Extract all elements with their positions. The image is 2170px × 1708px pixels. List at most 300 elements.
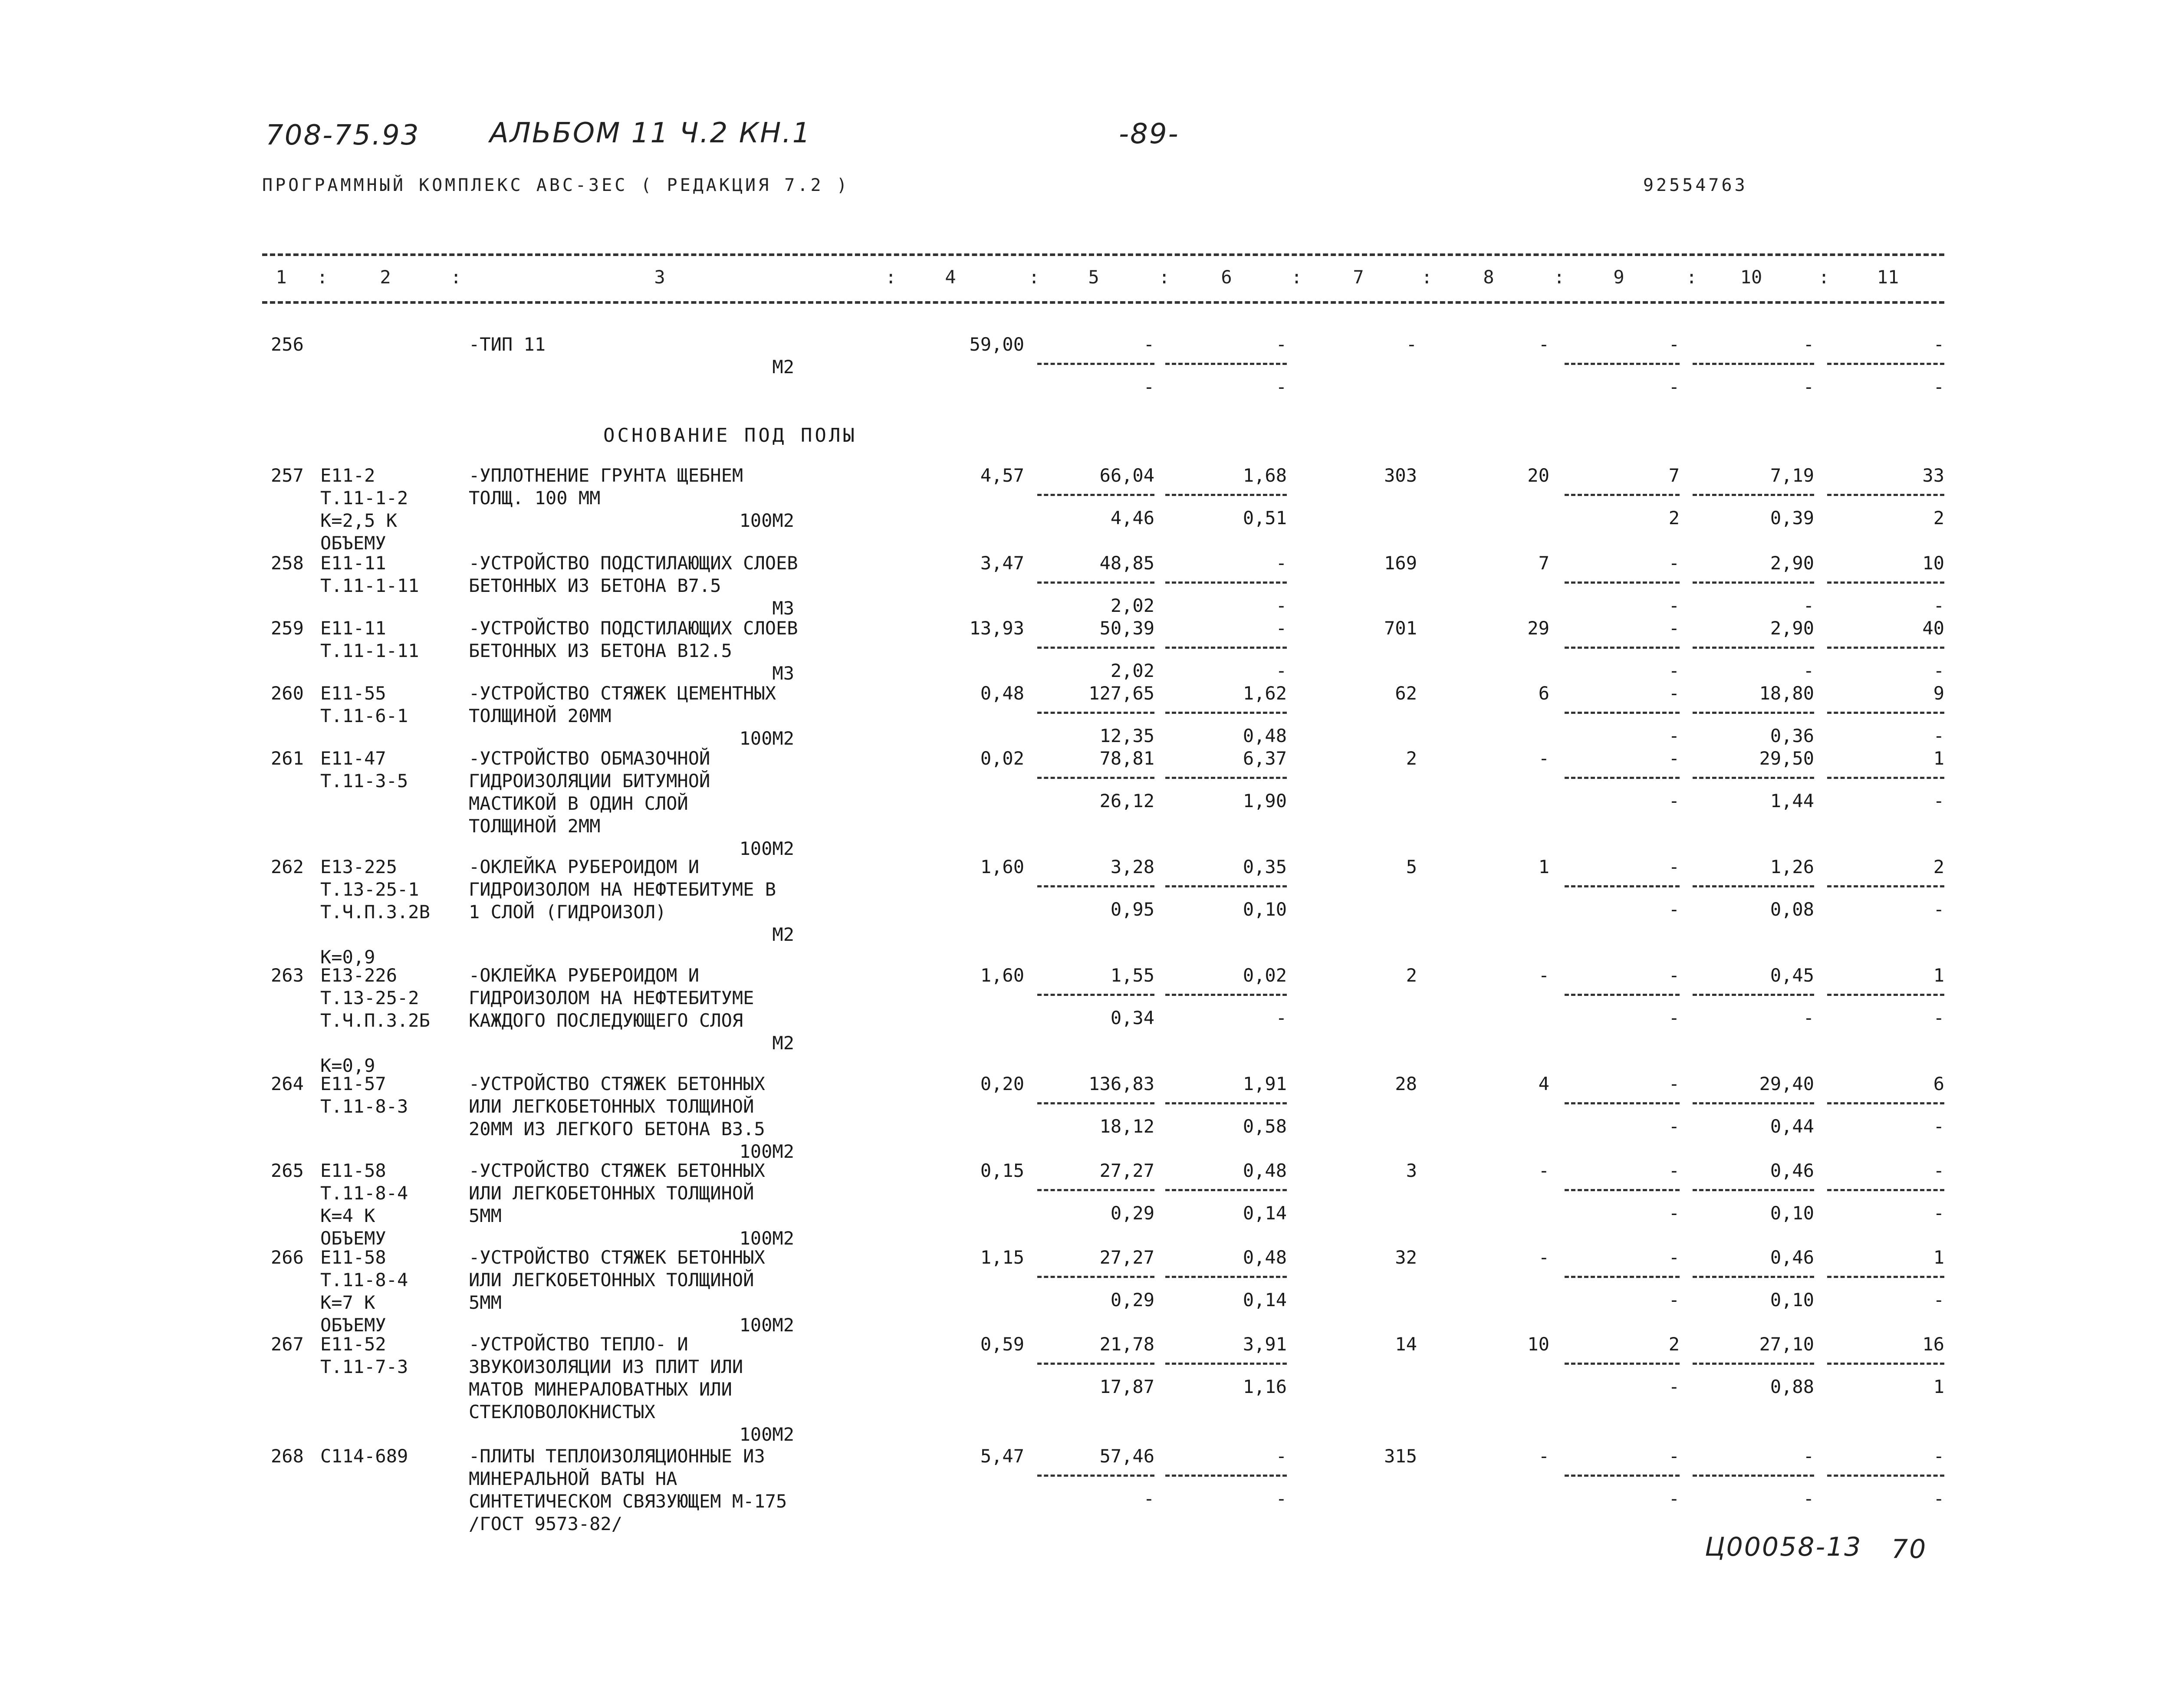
cell-c6a: - bbox=[1276, 618, 1287, 639]
cell-c10b: 0,36 bbox=[1770, 725, 1814, 746]
row-number: 263 bbox=[271, 965, 304, 986]
cell-c9a: - bbox=[1668, 334, 1680, 355]
column-header-9: 9 bbox=[1613, 266, 1624, 288]
norm-code: Е13-225 Т.13-25-1 Т.Ч.П.3.2В К=0,9 bbox=[320, 856, 430, 968]
header-bottom-rule bbox=[262, 301, 1944, 304]
cell-c10b: 0,10 bbox=[1770, 1289, 1814, 1311]
column-separator: : bbox=[1818, 266, 1830, 288]
value-divider bbox=[1827, 581, 1944, 584]
cell-c6b: 0,51 bbox=[1243, 507, 1287, 529]
column-header-11: 11 bbox=[1877, 266, 1899, 288]
cell-col8: - bbox=[1538, 965, 1549, 986]
cell-c5a: 27,27 bbox=[1099, 1160, 1154, 1181]
value-divider bbox=[1565, 1475, 1680, 1477]
cell-c6b: - bbox=[1276, 1488, 1287, 1509]
row-number: 260 bbox=[271, 683, 304, 704]
cell-col7: 701 bbox=[1384, 618, 1417, 639]
value-divider bbox=[1565, 994, 1680, 996]
cell-quantity: 0,02 bbox=[980, 748, 1024, 769]
value-divider bbox=[1565, 647, 1680, 649]
cell-c5a: 1,55 bbox=[1110, 965, 1154, 986]
value-divider bbox=[1037, 1475, 1154, 1477]
cell-col7: - bbox=[1406, 334, 1417, 355]
cell-c6a: 6,37 bbox=[1243, 748, 1287, 769]
cell-c10b: - bbox=[1803, 376, 1814, 397]
section-title: ОСНОВАНИЕ ПОД ПОЛЫ bbox=[603, 424, 857, 447]
cell-col7: 5 bbox=[1406, 856, 1417, 877]
value-divider bbox=[1565, 1189, 1680, 1191]
cell-quantity: 4,57 bbox=[980, 465, 1024, 486]
value-divider bbox=[1165, 885, 1287, 887]
cell-c9a: - bbox=[1668, 965, 1680, 986]
norm-code: Е11-2 Т.11-1-2 К=2,5 К ОБЪЕМУ bbox=[320, 465, 408, 554]
cell-c6a: - bbox=[1276, 1445, 1287, 1467]
cell-col7: 2 bbox=[1406, 965, 1417, 986]
value-divider bbox=[1037, 1276, 1154, 1278]
cell-c6b: 1,90 bbox=[1243, 790, 1287, 811]
cell-c5a: 57,46 bbox=[1099, 1445, 1154, 1467]
bottom-number-handwritten: 70 bbox=[1891, 1534, 1927, 1564]
norm-code: С114-689 bbox=[320, 1445, 408, 1467]
cell-c5a: 50,39 bbox=[1099, 618, 1154, 639]
value-divider bbox=[1165, 1276, 1287, 1278]
cell-c11a: 40 bbox=[1922, 618, 1944, 639]
value-divider bbox=[1827, 1363, 1944, 1365]
cell-c5a: 127,65 bbox=[1088, 683, 1154, 704]
cell-c6a: 0,35 bbox=[1243, 856, 1287, 877]
document-code-handwritten: 708-75.93 bbox=[266, 119, 420, 151]
value-divider bbox=[1165, 777, 1287, 779]
column-separator: : bbox=[450, 266, 462, 288]
unit: 100М2 bbox=[739, 1314, 794, 1336]
cell-c11b: - bbox=[1933, 790, 1944, 811]
work-description: -УСТРОЙСТВО ПОДСТИЛАЮЩИХ СЛОЕВ БЕТОННЫХ ИЗ БЕТОНА В12.5 bbox=[469, 618, 798, 661]
value-divider bbox=[1827, 363, 1944, 365]
cell-c10b: 0,39 bbox=[1770, 507, 1814, 529]
value-divider bbox=[1037, 712, 1154, 714]
cell-c9a: 7 bbox=[1668, 465, 1680, 486]
value-divider bbox=[1037, 581, 1154, 584]
cell-col7: 14 bbox=[1395, 1334, 1417, 1355]
column-header-7: 7 bbox=[1353, 266, 1364, 288]
value-divider bbox=[1165, 494, 1287, 496]
norm-code: Е11-52 Т.11-7-3 bbox=[320, 1334, 408, 1377]
cell-c10a: 2,90 bbox=[1770, 552, 1814, 574]
row-number: 257 bbox=[271, 465, 304, 486]
cell-c11b: - bbox=[1933, 376, 1944, 397]
cell-c11b: - bbox=[1933, 1007, 1944, 1028]
cell-c10a: 27,10 bbox=[1759, 1334, 1814, 1355]
column-separator: : bbox=[1159, 266, 1170, 288]
cell-c6a: 1,62 bbox=[1243, 683, 1287, 704]
cell-c5a: 48,85 bbox=[1099, 552, 1154, 574]
cell-c11b: - bbox=[1933, 1116, 1944, 1137]
document-id: 92554763 bbox=[1643, 175, 1748, 195]
cell-col8: 7 bbox=[1538, 552, 1549, 574]
cell-c9a: - bbox=[1668, 618, 1680, 639]
cell-col8: - bbox=[1538, 1445, 1549, 1467]
cell-c10b: - bbox=[1803, 660, 1814, 681]
value-divider bbox=[1827, 1189, 1944, 1191]
cell-c9b: - bbox=[1668, 660, 1680, 681]
cell-c9b: - bbox=[1668, 1202, 1680, 1224]
cell-c9b: - bbox=[1668, 595, 1680, 616]
value-divider bbox=[1565, 885, 1680, 887]
bottom-code-handwritten: Ц00058-13 bbox=[1705, 1532, 1862, 1562]
value-divider bbox=[1037, 994, 1154, 996]
cell-c11a: 10 bbox=[1922, 552, 1944, 574]
cell-quantity: 13,93 bbox=[969, 618, 1024, 639]
cell-c11b: - bbox=[1933, 1488, 1944, 1509]
value-divider bbox=[1037, 494, 1154, 496]
cell-col7: 3 bbox=[1406, 1160, 1417, 1181]
unit: 100М2 bbox=[739, 1228, 794, 1249]
column-header-4: 4 bbox=[945, 266, 956, 288]
cell-c10b: 1,44 bbox=[1770, 790, 1814, 811]
value-divider bbox=[1037, 363, 1154, 365]
cell-c5b: 0,95 bbox=[1110, 899, 1154, 920]
norm-code: Е11-11 Т.11-1-11 bbox=[320, 552, 419, 596]
value-divider bbox=[1827, 885, 1944, 887]
cell-c6a: 3,91 bbox=[1243, 1334, 1287, 1355]
cell-c10b: - bbox=[1803, 1007, 1814, 1028]
cell-col8: 20 bbox=[1527, 465, 1549, 486]
cell-quantity: 5,47 bbox=[980, 1445, 1024, 1467]
cell-c10a: 0,46 bbox=[1770, 1247, 1814, 1268]
cell-quantity: 59,00 bbox=[969, 334, 1024, 355]
column-separator: : bbox=[1554, 266, 1565, 288]
value-divider bbox=[1693, 994, 1814, 996]
cell-c10a: 0,45 bbox=[1770, 965, 1814, 986]
unit: М3 bbox=[772, 663, 794, 684]
cell-c5b: 18,12 bbox=[1099, 1116, 1154, 1137]
row-number: 264 bbox=[271, 1073, 304, 1094]
value-divider bbox=[1037, 777, 1154, 779]
value-divider bbox=[1827, 647, 1944, 649]
cell-quantity: 1,60 bbox=[980, 965, 1024, 986]
cell-c10b: 0,10 bbox=[1770, 1202, 1814, 1224]
value-divider bbox=[1165, 581, 1287, 584]
cell-c11b: - bbox=[1933, 660, 1944, 681]
cell-quantity: 1,60 bbox=[980, 856, 1024, 877]
page-number-handwritten: -89- bbox=[1119, 118, 1180, 150]
cell-c11b: - bbox=[1933, 899, 1944, 920]
cell-col8: - bbox=[1538, 334, 1549, 355]
cell-c11a: - bbox=[1933, 1445, 1944, 1467]
column-separator: : bbox=[1291, 266, 1302, 288]
value-divider bbox=[1827, 1475, 1944, 1477]
cell-c10b: - bbox=[1803, 1488, 1814, 1509]
value-divider bbox=[1693, 885, 1814, 887]
cell-col7: 169 bbox=[1384, 552, 1417, 574]
cell-c6a: 1,68 bbox=[1243, 465, 1287, 486]
cell-c5a: 66,04 bbox=[1099, 465, 1154, 486]
cell-c10a: 1,26 bbox=[1770, 856, 1814, 877]
unit: 100М2 bbox=[739, 510, 794, 531]
cell-c10a: 29,50 bbox=[1759, 748, 1814, 769]
cell-c11a: 9 bbox=[1933, 683, 1944, 704]
value-divider bbox=[1565, 494, 1680, 496]
work-description: -УПЛОТНЕНИЕ ГРУНТА ЩЕБНЕМ ТОЛЩ. 100 ММ bbox=[469, 465, 743, 509]
work-description: -УСТРОЙСТВО ОБМАЗОЧНОЙ ГИДРОИЗОЛЯЦИИ БИТУМНОЙ МАСТИКОЙ В ОДИН СЛОЙ ТОЛЩИНОЙ 2ММ bbox=[469, 748, 710, 837]
cell-c11a: 6 bbox=[1933, 1073, 1944, 1094]
cell-col8: 1 bbox=[1538, 856, 1549, 877]
row-number: 262 bbox=[271, 856, 304, 877]
row-number: 256 bbox=[271, 334, 304, 355]
row-number: 265 bbox=[271, 1160, 304, 1181]
value-divider bbox=[1165, 363, 1287, 365]
cell-quantity: 1,15 bbox=[980, 1247, 1024, 1268]
value-divider bbox=[1165, 712, 1287, 714]
cell-c9b: - bbox=[1668, 376, 1680, 397]
cell-c6b: - bbox=[1276, 595, 1287, 616]
norm-code: Е13-226 Т.13-25-2 Т.Ч.П.3.2Б К=0,9 bbox=[320, 965, 430, 1076]
cell-c9a: - bbox=[1668, 1160, 1680, 1181]
value-divider bbox=[1827, 712, 1944, 714]
cell-col8: 10 bbox=[1527, 1334, 1549, 1355]
cell-quantity: 3,47 bbox=[980, 552, 1024, 574]
value-divider bbox=[1693, 712, 1814, 714]
cell-c11a: 1 bbox=[1933, 1247, 1944, 1268]
cell-col7: 315 bbox=[1384, 1445, 1417, 1467]
value-divider bbox=[1037, 1189, 1154, 1191]
work-description: -УСТРОЙСТВО СТЯЖЕК ЦЕМЕНТНЫХ ТОЛЩИНОЙ 20ММ bbox=[469, 683, 776, 726]
cell-c5b: 26,12 bbox=[1099, 790, 1154, 811]
cell-c11b: - bbox=[1933, 595, 1944, 616]
column-separator: : bbox=[1686, 266, 1697, 288]
cell-col7: 303 bbox=[1384, 465, 1417, 486]
cell-col8: 6 bbox=[1538, 683, 1549, 704]
cell-c11a: 1 bbox=[1933, 965, 1944, 986]
cell-c10a: 7,19 bbox=[1770, 465, 1814, 486]
value-divider bbox=[1693, 1276, 1814, 1278]
cell-col8: - bbox=[1538, 1160, 1549, 1181]
norm-code: Е11-57 Т.11-8-3 bbox=[320, 1073, 408, 1117]
column-separator: : bbox=[317, 266, 328, 288]
value-divider bbox=[1693, 1475, 1814, 1477]
cell-c5b: 0,34 bbox=[1110, 1007, 1154, 1028]
cell-c9b: - bbox=[1668, 725, 1680, 746]
value-divider bbox=[1037, 647, 1154, 649]
row-number: 259 bbox=[271, 618, 304, 639]
norm-code: Е11-55 Т.11-6-1 bbox=[320, 683, 408, 726]
cell-c6b: - bbox=[1276, 1007, 1287, 1028]
unit: М2 bbox=[772, 356, 794, 378]
column-header-10: 10 bbox=[1740, 266, 1762, 288]
cell-c9b: - bbox=[1668, 1007, 1680, 1028]
norm-code: Е11-47 Т.11-3-5 bbox=[320, 748, 408, 792]
cell-col7: 28 bbox=[1395, 1073, 1417, 1094]
value-divider bbox=[1827, 777, 1944, 779]
cell-c6a: 0,48 bbox=[1243, 1247, 1287, 1268]
cell-c5a: 136,83 bbox=[1088, 1073, 1154, 1094]
unit: 100М2 bbox=[739, 838, 794, 859]
cell-c5a: 78,81 bbox=[1099, 748, 1154, 769]
cell-c5b: 4,46 bbox=[1110, 507, 1154, 529]
value-divider bbox=[1165, 1475, 1287, 1477]
cell-c10a: 29,40 bbox=[1759, 1073, 1814, 1094]
value-divider bbox=[1037, 885, 1154, 887]
cell-quantity: 0,20 bbox=[980, 1073, 1024, 1094]
cell-c10a: 18,80 bbox=[1759, 683, 1814, 704]
column-separator: : bbox=[885, 266, 897, 288]
work-description: -УСТРОЙСТВО ТЕПЛО- И ЗВУКОИЗОЛЯЦИИ ИЗ ПЛИТ ИЛИ МАТОВ МИНЕРАЛОВАТНЫХ ИЛИ СТЕКЛОВОЛОКНИСТЫХ bbox=[469, 1334, 743, 1422]
cell-c5b: 2,02 bbox=[1110, 595, 1154, 616]
value-divider bbox=[1827, 994, 1944, 996]
cell-c5b: 12,35 bbox=[1099, 725, 1154, 746]
cell-c9a: - bbox=[1668, 1445, 1680, 1467]
cell-c9a: - bbox=[1668, 856, 1680, 877]
cell-c6b: 0,10 bbox=[1243, 899, 1287, 920]
value-divider bbox=[1827, 494, 1944, 496]
value-divider bbox=[1693, 581, 1814, 584]
cell-c11a: - bbox=[1933, 334, 1944, 355]
work-description: -ПЛИТЫ ТЕПЛОИЗОЛЯЦИОННЫЕ ИЗ МИНЕРАЛЬНОЙ ВАТЫ НА СИНТЕТИЧЕСКОМ СВЯЗУЮЩЕМ М-175 /ГОСТ 9573-82/ bbox=[469, 1445, 787, 1534]
value-divider bbox=[1037, 1102, 1154, 1104]
work-description: -УСТРОЙСТВО СТЯЖЕК БЕТОННЫХ ИЛИ ЛЕГКОБЕТОННЫХ ТОЛЩИНОЙ 5ММ bbox=[469, 1160, 765, 1226]
cell-c9b: - bbox=[1668, 1289, 1680, 1311]
cell-c10a: 2,90 bbox=[1770, 618, 1814, 639]
cell-c11a: 33 bbox=[1922, 465, 1944, 486]
value-divider bbox=[1165, 1102, 1287, 1104]
cell-c11b: 1 bbox=[1933, 1376, 1944, 1397]
cell-c6a: - bbox=[1276, 334, 1287, 355]
cell-c6b: 0,48 bbox=[1243, 725, 1287, 746]
cell-c9a: - bbox=[1668, 683, 1680, 704]
cell-c10b: 0,44 bbox=[1770, 1116, 1814, 1137]
cell-col8: - bbox=[1538, 748, 1549, 769]
cell-c11a: - bbox=[1933, 1160, 1944, 1181]
cell-c9b: - bbox=[1668, 790, 1680, 811]
cell-c10a: - bbox=[1803, 1445, 1814, 1467]
cell-c6b: - bbox=[1276, 660, 1287, 681]
work-description: -УСТРОЙСТВО СТЯЖЕК БЕТОННЫХ ИЛИ ЛЕГКОБЕТОННЫХ ТОЛЩИНОЙ 20ММ ИЗ ЛЕГКОГО БЕТОНА В3.5 bbox=[469, 1073, 765, 1140]
cell-c5a: 21,78 bbox=[1099, 1334, 1154, 1355]
row-number: 258 bbox=[271, 552, 304, 574]
cell-c5b: - bbox=[1143, 1488, 1154, 1509]
work-description: -ОКЛЕЙКА РУБЕРОИДОМ И ГИДРОИЗОЛОМ НА НЕФТЕБИТУМЕ КАЖДОГО ПОСЛЕДУЮЩЕГО СЛОЯ bbox=[469, 965, 754, 1031]
value-divider bbox=[1693, 1363, 1814, 1365]
cell-c11b: - bbox=[1933, 1202, 1944, 1224]
value-divider bbox=[1565, 712, 1680, 714]
value-divider bbox=[1565, 1102, 1680, 1104]
cell-c5b: 0,29 bbox=[1110, 1202, 1154, 1224]
row-number: 267 bbox=[271, 1334, 304, 1355]
cell-col7: 62 bbox=[1395, 683, 1417, 704]
column-header-2: 2 bbox=[380, 266, 391, 288]
work-description: -УСТРОЙСТВО СТЯЖЕК БЕТОННЫХ ИЛИ ЛЕГКОБЕТОННЫХ ТОЛЩИНОЙ 5ММ bbox=[469, 1247, 765, 1313]
cell-c11a: 2 bbox=[1933, 856, 1944, 877]
cell-c5a: 3,28 bbox=[1110, 856, 1154, 877]
cell-quantity: 0,15 bbox=[980, 1160, 1024, 1181]
cell-c6b: 0,14 bbox=[1243, 1202, 1287, 1224]
column-header-8: 8 bbox=[1483, 266, 1494, 288]
value-divider bbox=[1165, 647, 1287, 649]
cell-col8: 29 bbox=[1527, 618, 1549, 639]
cell-c9a: - bbox=[1668, 1247, 1680, 1268]
value-divider bbox=[1693, 363, 1814, 365]
cell-c9b: 2 bbox=[1668, 507, 1680, 529]
cell-col7: 2 bbox=[1406, 748, 1417, 769]
cell-c6b: - bbox=[1276, 376, 1287, 397]
unit: 100М2 bbox=[739, 728, 794, 749]
work-description: -УСТРОЙСТВО ПОДСТИЛАЮЩИХ СЛОЕВ БЕТОННЫХ ИЗ БЕТОНА В7.5 bbox=[469, 552, 798, 596]
cell-c9a: - bbox=[1668, 1073, 1680, 1094]
value-divider bbox=[1693, 1102, 1814, 1104]
value-divider bbox=[1693, 647, 1814, 649]
cell-c6a: 0,02 bbox=[1243, 965, 1287, 986]
cell-c5b: 17,87 bbox=[1099, 1376, 1154, 1397]
cell-c9a: 2 bbox=[1668, 1334, 1680, 1355]
norm-code: Е11-58 Т.11-8-4 К=7 К ОБЪЕМУ bbox=[320, 1247, 408, 1336]
column-separator: : bbox=[1029, 266, 1040, 288]
column-header-6: 6 bbox=[1221, 266, 1232, 288]
value-divider bbox=[1565, 1363, 1680, 1365]
cell-c6b: 1,16 bbox=[1243, 1376, 1287, 1397]
cell-c10b: 0,08 bbox=[1770, 899, 1814, 920]
value-divider bbox=[1827, 1102, 1944, 1104]
value-divider bbox=[1565, 581, 1680, 584]
cell-c10a: - bbox=[1803, 334, 1814, 355]
cell-c9b: - bbox=[1668, 1116, 1680, 1137]
cell-c10b: 0,88 bbox=[1770, 1376, 1814, 1397]
work-description: -ТИП 11 bbox=[469, 334, 546, 355]
work-description: -ОКЛЕЙКА РУБЕРОИДОМ И ГИДРОИЗОЛОМ НА НЕФТЕБИТУМЕ В 1 СЛОЙ (ГИДРОИЗОЛ) bbox=[469, 856, 776, 923]
cell-c11b: 2 bbox=[1933, 507, 1944, 529]
cell-c6b: 0,14 bbox=[1243, 1289, 1287, 1311]
value-divider bbox=[1827, 1276, 1944, 1278]
cell-c9b: - bbox=[1668, 1376, 1680, 1397]
cell-quantity: 0,59 bbox=[980, 1334, 1024, 1355]
cell-c11a: 1 bbox=[1933, 748, 1944, 769]
cell-c6a: - bbox=[1276, 552, 1287, 574]
cell-c5b: 2,02 bbox=[1110, 660, 1154, 681]
cell-c9b: - bbox=[1668, 899, 1680, 920]
unit: 100М2 bbox=[739, 1424, 794, 1445]
row-number: 266 bbox=[271, 1247, 304, 1268]
cell-c5b: 0,29 bbox=[1110, 1289, 1154, 1311]
unit: М3 bbox=[772, 598, 794, 619]
cell-quantity: 0,48 bbox=[980, 683, 1024, 704]
unit: 100М2 bbox=[739, 1141, 794, 1162]
norm-code: Е11-58 Т.11-8-4 К=4 К ОБЪЕМУ bbox=[320, 1160, 408, 1249]
value-divider bbox=[1693, 777, 1814, 779]
cell-c6a: 0,48 bbox=[1243, 1160, 1287, 1181]
column-header-5: 5 bbox=[1088, 266, 1099, 288]
value-divider bbox=[1165, 994, 1287, 996]
cell-c9a: - bbox=[1668, 552, 1680, 574]
value-divider bbox=[1565, 1276, 1680, 1278]
value-divider bbox=[1565, 363, 1680, 365]
value-divider bbox=[1165, 1189, 1287, 1191]
row-number: 268 bbox=[271, 1445, 304, 1467]
album-handwritten: АЛЬБОМ 11 Ч.2 КН.1 bbox=[490, 117, 812, 149]
norm-code: Е11-11 Т.11-1-11 bbox=[320, 618, 419, 661]
cell-c10b: - bbox=[1803, 595, 1814, 616]
cell-c6b: 0,58 bbox=[1243, 1116, 1287, 1137]
cell-c10a: 0,46 bbox=[1770, 1160, 1814, 1181]
cell-col8: - bbox=[1538, 1247, 1549, 1268]
value-divider bbox=[1693, 1189, 1814, 1191]
cell-c5a: - bbox=[1143, 334, 1154, 355]
cell-c9a: - bbox=[1668, 748, 1680, 769]
value-divider bbox=[1565, 777, 1680, 779]
value-divider bbox=[1165, 1363, 1287, 1365]
row-number: 261 bbox=[271, 748, 304, 769]
column-separator: : bbox=[1421, 266, 1433, 288]
cell-c5a: 27,27 bbox=[1099, 1247, 1154, 1268]
cell-c11a: 16 bbox=[1922, 1334, 1944, 1355]
